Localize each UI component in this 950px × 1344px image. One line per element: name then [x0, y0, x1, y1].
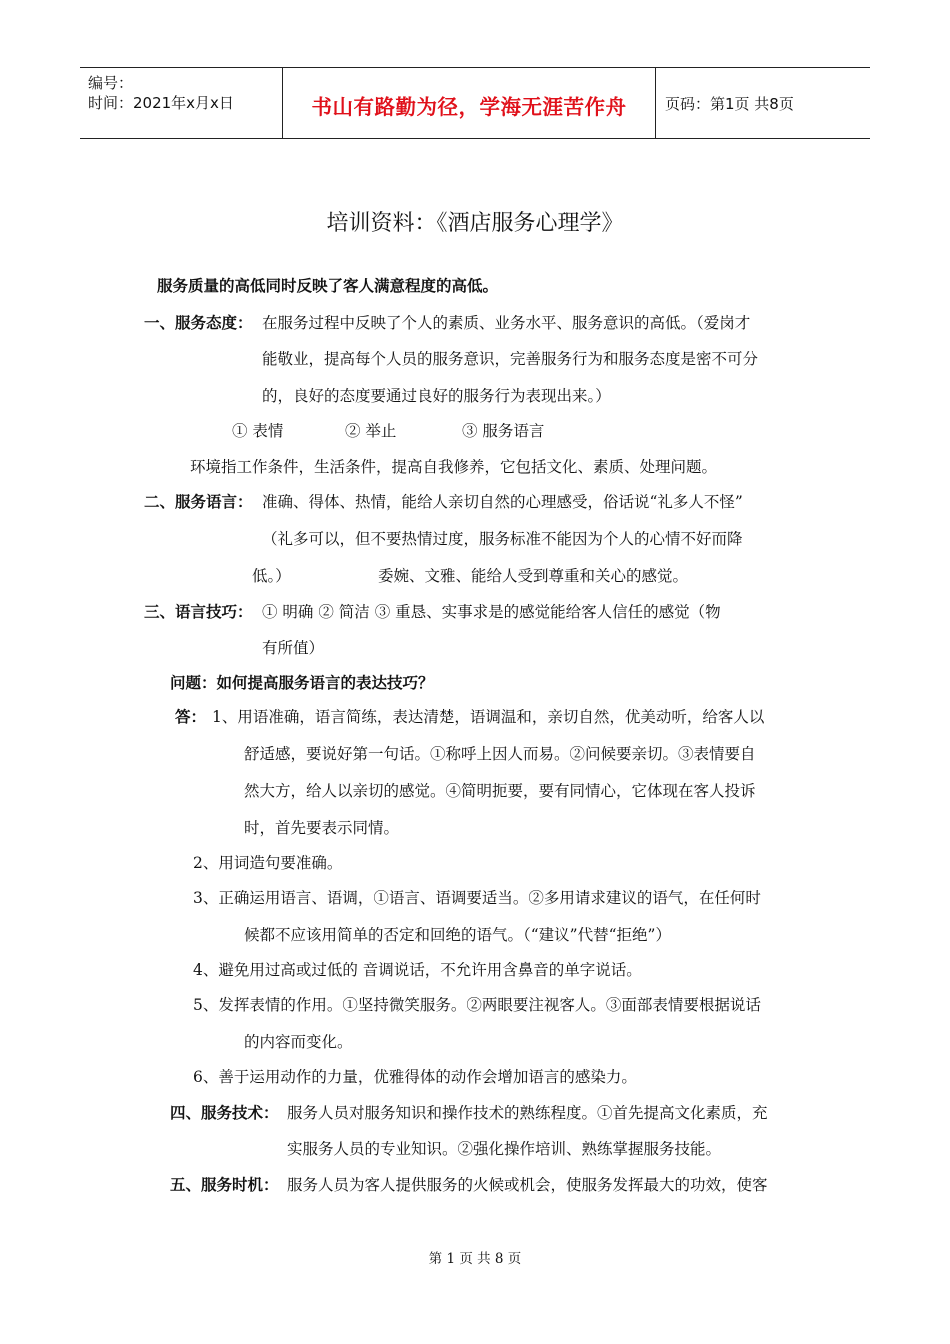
answer-label: 答： — [175, 708, 207, 726]
section-heading-2: 二、服务语言： — [144, 493, 253, 511]
body-line: 的内容而变化。 — [244, 1033, 353, 1051]
list-item: ② 举止 — [345, 422, 397, 440]
date-label: 时间：2021年x月x日 — [88, 94, 234, 112]
list-item: ③ 服务语言 — [462, 422, 545, 440]
motto: 书山有路勤为径，学海无涯苦作舟 — [311, 95, 627, 119]
body-line: 有所值） — [262, 639, 325, 657]
question: 问题：如何提高服务语言的表达技巧？ — [170, 674, 434, 692]
page-title: 培训资料：《酒店服务心理学》 — [326, 211, 624, 236]
intro-line: 服务质量的高低同时反映了客人满意程度的高低。 — [157, 277, 499, 295]
number-label: 编号： — [88, 74, 134, 92]
body-line: 准确、得体、热情，能给人亲切自然的心理感受，俗话说“礼多人不怪” — [262, 493, 743, 511]
body-line: 6、善于运用动作的力量，优雅得体的动作会增加语言的感染力。 — [193, 1068, 637, 1086]
body-line: 委婉、文雅、能给人受到尊重和关心的感觉。 — [378, 567, 689, 585]
body-line: 1、用语准确，语言简练，表达清楚，语调温和，亲切自然，优美动听，给客人以 — [212, 708, 765, 726]
body-line: （礼多可以，但不要热情过度，服务标准不能因为个人的心情不好而降 — [262, 530, 743, 548]
body-line: 候都不应该用简单的否定和回绝的语气。（“建议”代替“拒绝”） — [244, 926, 671, 944]
body-line: 实服务人员的专业知识。②强化操作培训、熟练掌握服务技能。 — [287, 1140, 722, 1158]
page-footer: 第 1 页 共 8 页 — [428, 1251, 522, 1267]
header-motto-cell — [282, 68, 656, 138]
body-line: 能敬业，提高每个人员的服务意识，完善服务行为和服务态度是密不可分 — [262, 350, 759, 368]
body-line: 在服务过程中反映了个人的素质、业务水平、服务意识的高低。（爱岗才 — [262, 314, 751, 332]
list-item: ① 表情 — [232, 422, 284, 440]
section-heading-5: 五、服务时机： — [170, 1176, 279, 1194]
section-heading-3: 三、语言技巧： — [144, 603, 253, 621]
body-line: 的，良好的态度要通过良好的服务行为表现出来。） — [262, 387, 611, 405]
body-line: 3、正确运用语言、语调，①语言、语调要适当。②多用请求建议的语气，在任何时 — [193, 889, 761, 907]
body-line: 时，首先要表示同情。 — [244, 819, 400, 837]
section-heading-1: 一、服务态度： — [144, 314, 253, 332]
header-page-cell — [655, 68, 870, 138]
body-line: 服务人员对服务知识和操作技术的熟练程度。①首先提高文化素质，充 — [287, 1104, 768, 1122]
body-line: 舒适感，要说好第一句话。①称呼上因人而易。②问候要亲切。③表情要自 — [244, 745, 756, 763]
document-header — [80, 67, 870, 139]
body-line: 低。） — [252, 567, 291, 585]
section-heading-4: 四、服务技术： — [170, 1104, 279, 1122]
body-line: 2、用词造句要准确。 — [193, 854, 343, 872]
body-line: ① 明确 ② 简洁 ③ 重恳、实事求是的感觉能给客人信任的感觉（物 — [262, 603, 721, 621]
body-line: 服务人员为客人提供服务的火候或机会，使服务发挥最大的功效，使客 — [287, 1176, 768, 1194]
body-line: 4、避免用过高或过低的 音调说话，不允许用含鼻音的单字说话。 — [193, 961, 642, 979]
header-info-cell — [80, 68, 282, 138]
page-label: 页码：第1页 共8页 — [665, 95, 794, 113]
body-line: 环境指工作条件，生活条件，提高自我修养，它包括文化、素质、处理问题。 — [190, 458, 718, 476]
body-line: 然大方，给人以亲切的感觉。④简明扼要，要有同情心，它体现在客人投诉 — [244, 782, 756, 800]
body-line: 5、发挥表情的作用。①坚持微笑服务。②两眼要注视客人。③面部表情要根据说话 — [193, 996, 761, 1014]
